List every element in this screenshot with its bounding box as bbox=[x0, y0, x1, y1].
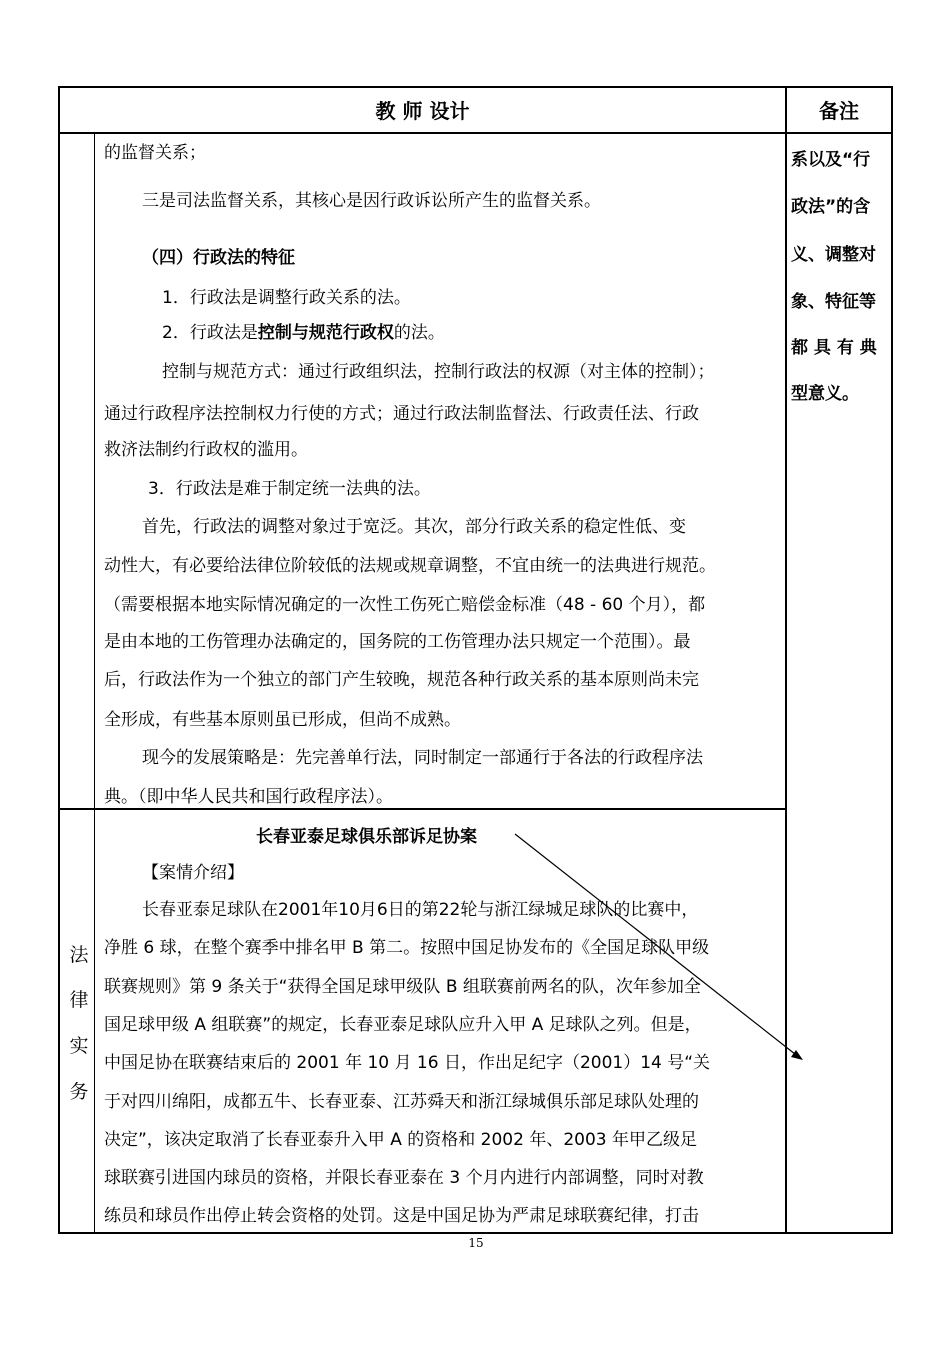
page-number: 15 bbox=[468, 1236, 484, 1250]
text-line: （需要根据本地实际情况确定的一次性工伤死亡赔偿金标准（48 - 60 个月），都 bbox=[104, 595, 706, 615]
header-remarks: 备注 bbox=[819, 99, 859, 123]
case-text-line: 中国足协在联赛结束后的 2001 年 10 月 16 日，作出足纪字（2001）14 号“关 bbox=[104, 1053, 711, 1073]
text-line: 三是司法监督关系，其核心是因行政诉讼所产生的监督关系。 bbox=[142, 191, 601, 211]
side-label-char: 律 bbox=[69, 989, 89, 1011]
header-teacher-design: 教 师 设计 bbox=[375, 99, 470, 123]
side-label-char: 法 bbox=[69, 944, 89, 966]
side-label-char: 务 bbox=[69, 1081, 89, 1103]
text-line: 现今的发展策略是：先完善单行法，同时制定一部通行于各法的行政程序法 bbox=[142, 748, 703, 768]
remark-line: 象、特征等 bbox=[791, 292, 876, 312]
lesson-table bbox=[58, 86, 893, 1234]
case-intro-heading: 【案情介绍】 bbox=[142, 863, 244, 883]
remark-line: 政法”的含 bbox=[791, 197, 871, 217]
case-text-line: 联赛规则》第 9 条关于“获得全国足球甲级队 B 组联赛前两名的队，次年参加全 bbox=[104, 977, 701, 997]
case-text-line: 长春亚泰足球队在2001年10月6日的第22轮与浙江绿城足球队的比赛中， bbox=[142, 900, 699, 920]
text-segment: 的法。 bbox=[393, 323, 445, 343]
case-text-line: 净胜 6 球，在整个赛季中排名甲 B 第二。按照中国足协发布的《全国足球队甲级 bbox=[104, 938, 710, 958]
text-line: 控制与规范方式：通过行政组织法，控制行政法的权源（对主体的控制）； bbox=[162, 362, 715, 382]
text-segment: 2．行政法是 bbox=[162, 323, 258, 343]
remark-line: 义、调整对 bbox=[791, 245, 876, 265]
section-heading: （四）行政法的特征 bbox=[142, 248, 295, 268]
emphasis-text: 控制与规范行政权 bbox=[257, 323, 394, 343]
diagonal-arrow-mark bbox=[60, 88, 891, 1232]
text-line: 通过行政程序法控制权力行使的方式；通过行政法制监督法、行政责任法、行政 bbox=[104, 404, 699, 424]
text-line: 后，行政法作为一个独立的部门产生较晚，规范各种行政关系的基本原则尚未完 bbox=[104, 670, 699, 690]
case-text-line: 国足球甲级 A 组联赛”的规定，长春亚泰足球队应升入甲 A 足球队之列。但是， bbox=[104, 1015, 702, 1035]
case-title: 长春亚泰足球俱乐部诉足协案 bbox=[256, 827, 477, 847]
case-text-line: 球联赛引进国内球员的资格，并限长春亚泰在 3 个月内进行内部调整，同时对教 bbox=[104, 1168, 704, 1188]
side-label-char: 实 bbox=[69, 1035, 89, 1057]
text-line: 3．行政法是难于制定统一法典的法。 bbox=[148, 479, 431, 499]
text-line: 动性大，有必要给法律位阶较低的法规或规章调整，不宜由统一的法典进行规范。 bbox=[104, 556, 716, 576]
case-text-line: 于对四川绵阳，成都五牛、长春亚泰、江苏舜天和浙江绿城俱乐部足球队处理的 bbox=[104, 1092, 699, 1112]
text-line: 救济法制约行政权的滥用。 bbox=[104, 440, 308, 460]
text-line: 的监督关系； bbox=[104, 143, 206, 163]
remark-line: 系以及“行 bbox=[791, 150, 871, 170]
remark-line: 都 具 有 典 bbox=[791, 338, 877, 358]
case-text-line: 决定”，该决定取消了长春亚泰升入甲 A 的资格和 2002 年、2003 年甲乙级足 bbox=[104, 1130, 697, 1150]
text-line: 全形成，有些基本原则虽已形成，但尚不成熟。 bbox=[104, 710, 461, 730]
text-line: 1．行政法是调整行政关系的法。 bbox=[162, 288, 411, 308]
text-line: 首先，行政法的调整对象过于宽泛。其次，部分行政关系的稳定性低、变 bbox=[142, 517, 686, 537]
text-line: 典。（即中华人民共和国行政程序法）。 bbox=[104, 787, 393, 807]
text-line: 是由本地的工伤管理办法确定的，国务院的工伤管理办法只规定一个范围）。最 bbox=[104, 632, 691, 652]
case-text-line: 练员和球员作出停止转会资格的处罚。这是中国足协为严肃足球联赛纪律，打击 bbox=[104, 1206, 699, 1226]
remark-line: 型意义。 bbox=[791, 384, 859, 404]
